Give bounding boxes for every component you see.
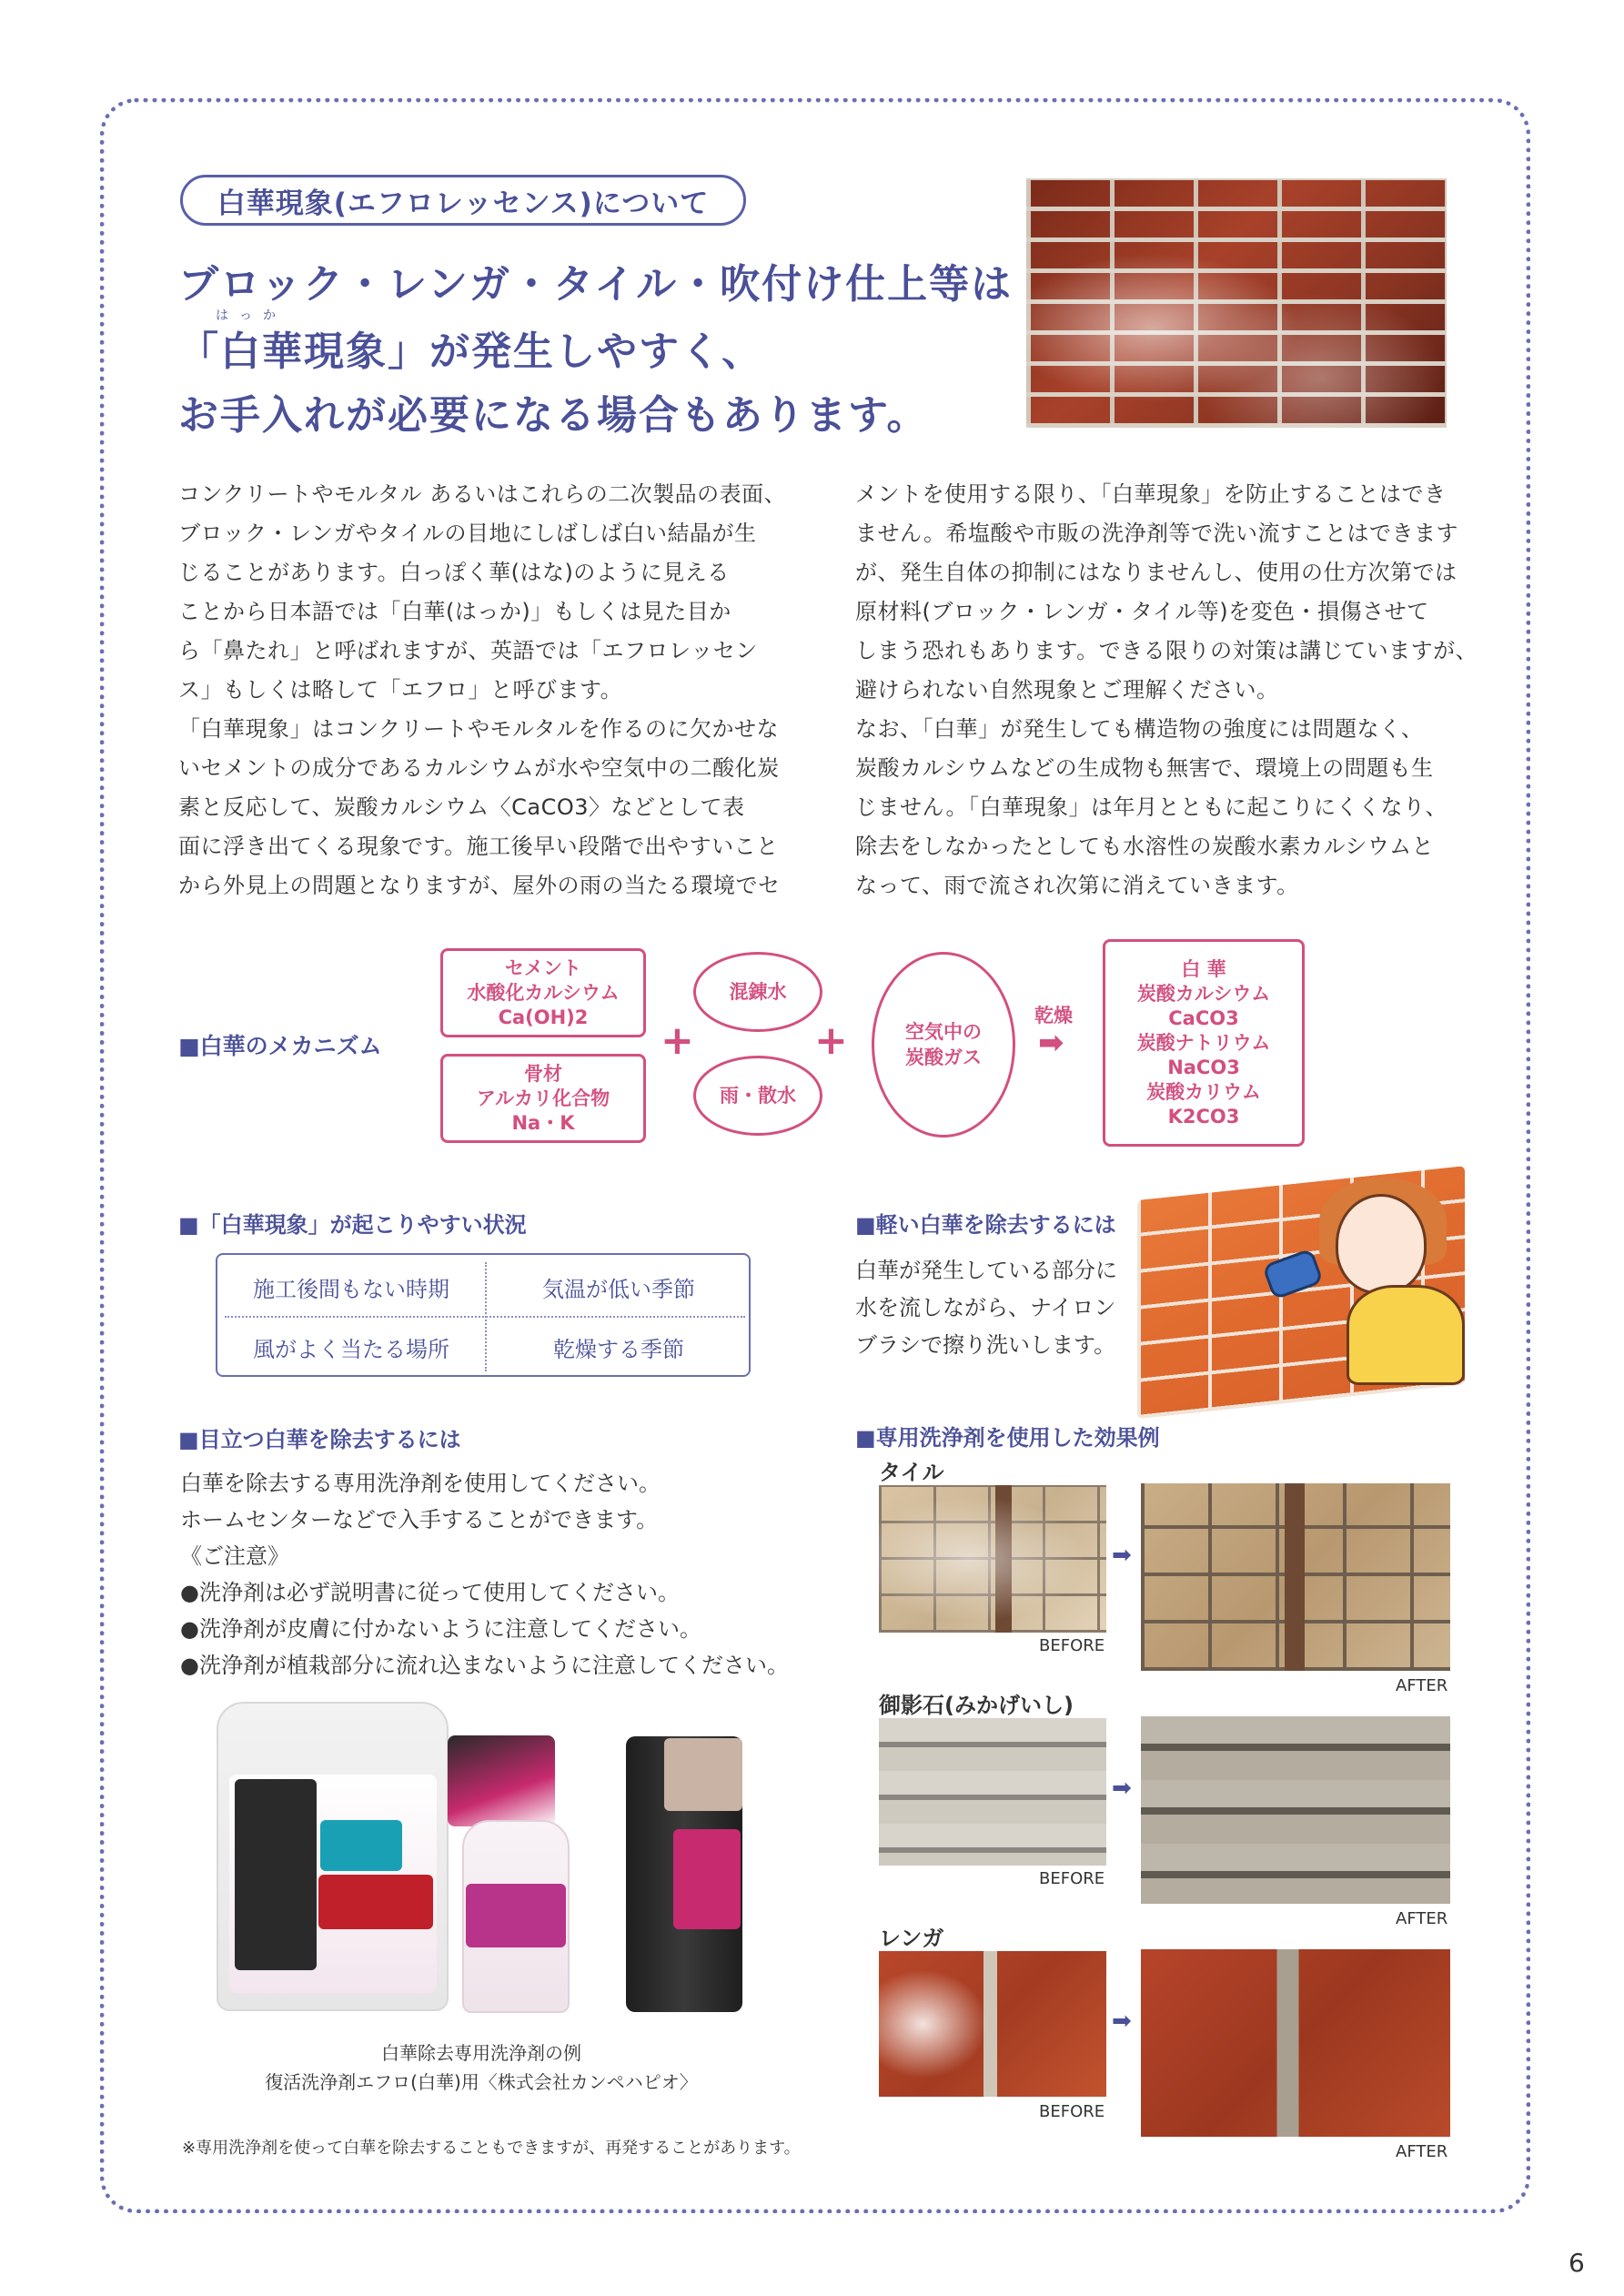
mixing-water-label: 混錬水 <box>729 981 787 1003</box>
result-formula: NaCO3 <box>1167 1056 1240 1078</box>
footnote: ※専用洗浄剤を使って白華を除去することもできますが、再発することがあります。 <box>182 2139 801 2158</box>
example-label-tile: タイル <box>879 1460 944 1485</box>
body-right-line: 避けられない自然現象とご理解ください。 <box>855 677 1279 703</box>
result-title: 白 華 <box>1181 957 1226 980</box>
cement-box <box>440 948 646 1037</box>
light-removal-line: 水を流しながら、ナイロン <box>855 1295 1116 1320</box>
light-removal-line: ブラシで擦り洗いします。 <box>855 1332 1116 1358</box>
cement-formula: Ca(OH)2 <box>498 1006 589 1028</box>
air-label-line: 炭酸ガス <box>905 1047 982 1068</box>
aggregate-box <box>440 1054 646 1143</box>
cleaner-bottle-label <box>318 1875 433 1929</box>
body-right-line: なお、「白華」が発生しても構造物の強度には問題なく、 <box>855 716 1424 742</box>
example-label-brick: レンガ <box>879 1926 944 1951</box>
tile-before-label: BEFORE <box>1039 1636 1105 1655</box>
headline-line-1: ブロック・レンガ・タイル・吹付け仕上等は <box>178 261 1014 308</box>
light-removal-line: 白華が発生している部分に <box>855 1258 1117 1283</box>
section-tag: 白華現象(エフロレッセンス)について <box>180 175 746 226</box>
condition-cell: 気温が低い季節 <box>542 1276 695 1302</box>
heavy-removal-line: ●洗浄剤が皮膚に付かないように注意してください。 <box>180 1616 701 1642</box>
granite-after-photo <box>1141 1716 1450 1904</box>
cement-title: セメント <box>505 956 581 979</box>
body-left-column <box>178 475 786 905</box>
headline-ruby: はっか <box>216 308 287 323</box>
aerosol-can-label <box>664 1738 742 1811</box>
body-right-line: ません。希塩酸や市販の洗浄剤等で洗い流すことはできます <box>855 521 1458 546</box>
heavy-removal-line: ●洗浄剤は必ず説明書に従って使用してください。 <box>180 1580 680 1605</box>
examples-heading: ■専用洗浄剤を使用した効果例 <box>855 1425 1160 1451</box>
body-right-line: 原材料(ブロック・レンガ・タイル等)を変色・損傷させて <box>855 599 1429 624</box>
body-right-line: しまう恐れもあります。できる限りの対策は講じていますが、 <box>855 638 1478 663</box>
result-compound: 炭酸ナトリウム <box>1136 1031 1271 1054</box>
rain-label: 雨・散水 <box>720 1085 796 1107</box>
product-caption-line-2: 復活洗浄剤エフロ(白華)用〈株式会社カンペハピオ〉 <box>265 2071 698 2093</box>
rain-circle <box>693 1056 822 1136</box>
brick-before-photo <box>879 1951 1106 2097</box>
woman-body-illustration <box>1347 1285 1465 1385</box>
conditions-heading: ■「白華現象」が起こりやすい状況 <box>178 1212 527 1238</box>
body-right-line: じません。「白華現象」は年月とともに起こりにくくなり、 <box>855 794 1447 820</box>
body-left-line: ことから日本語では「白華(はっか)」もしくは見た目か <box>178 599 731 624</box>
light-removal-heading: ■軽い白華を除去するには <box>855 1212 1116 1238</box>
efflorescence-brick-photo <box>1026 178 1447 428</box>
plus-sign: + <box>661 1017 694 1064</box>
mixing-water-circle <box>693 952 822 1032</box>
body-right-line: メントを使用する限り、「白華現象」を防止することはでき <box>855 481 1447 507</box>
spray-bottle-label <box>466 1884 566 1947</box>
cleaner-bottle-label <box>235 1779 317 1970</box>
body-right-line: なって、雨で流され次第に消えていきます。 <box>855 873 1299 898</box>
body-right-column <box>855 475 1478 905</box>
example-label-granite: 御影石(みかげいし) <box>879 1693 1074 1718</box>
body-left-line: 「白華現象」はコンクリートやモルタルを作るのに欠かせな <box>178 716 780 742</box>
body-left-line: 素と反応して、炭酸カルシウム〈CaCO3〉などとして表 <box>178 794 745 820</box>
carbon-dioxide-circle <box>872 952 1015 1138</box>
body-right-line: 炭酸カルシウムなどの生成物も無害で、環境上の問題も生 <box>855 755 1434 781</box>
body-left-line: じることがあります。白っぽく華(はな)のように見える <box>178 560 730 585</box>
heavy-removal-text <box>180 1465 789 1684</box>
brick-before-label: BEFORE <box>1039 2102 1105 2121</box>
body-left-line: ス」もしくは略して「エフロ」と呼びます。 <box>178 677 623 703</box>
conditions-table <box>216 1253 751 1377</box>
heavy-removal-heading: ■目立つ白華を除去するには <box>178 1427 461 1452</box>
arrow-icon: ➡ <box>1112 2008 1132 2035</box>
body-right-line: が、発生自体の抑制にはなりませんし、使用の仕方次第では <box>855 560 1458 585</box>
table-divider <box>225 1316 745 1318</box>
aggregate-formula: Na・K <box>511 1111 575 1134</box>
tile-after-photo <box>1141 1483 1450 1671</box>
efflorescence-result-box <box>1103 939 1305 1147</box>
heavy-removal-line: ●洗浄剤が植栽部分に流れ込まないように注意してください。 <box>180 1653 789 1678</box>
granite-before-photo <box>879 1718 1106 1866</box>
arrow-icon: ➡ <box>1038 1025 1064 1061</box>
cleaner-bottle-label <box>320 1820 402 1871</box>
result-compound: 炭酸カルシウム <box>1136 982 1271 1005</box>
headline-line-2: 「白華現象」が発生しやすく、 <box>178 329 764 375</box>
body-left-line: いセメントの成分であるカルシウムが水や空気中の二酸化炭 <box>178 755 780 781</box>
condition-cell: 風がよく当たる場所 <box>253 1336 449 1362</box>
cement-compound: 水酸化カルシウム <box>467 981 620 1004</box>
body-left-line: 面に浮き出てくる現象です。施工後早い段階で出やすいこと <box>178 834 779 859</box>
heavy-removal-line: 白華を除去する専用洗浄剤を使用してください。 <box>180 1471 661 1496</box>
aggregate-compound: アルカリ化合物 <box>476 1087 610 1109</box>
tile-joint <box>995 1485 1012 1633</box>
heavy-removal-line: 《ご注意》 <box>180 1543 289 1569</box>
result-formula: CaCO3 <box>1168 1006 1239 1029</box>
result-compound: 炭酸カリウム <box>1146 1080 1261 1103</box>
body-left-line: ら「鼻たれ」と呼ばれますが、英語では「エフロレッセン <box>178 638 758 663</box>
result-formula: K2CO3 <box>1167 1105 1240 1128</box>
heavy-removal-line: ホームセンターなどで入手することができます。 <box>180 1507 659 1532</box>
tile-after-label: AFTER <box>1396 1676 1448 1695</box>
body-left-line: ブロック・レンガやタイルの目地にしばしば白い結晶が生 <box>178 521 757 546</box>
plus-sign: + <box>814 1017 848 1064</box>
headline-line-3: お手入れが必要になる場合もあります。 <box>178 392 929 439</box>
tile-joint <box>1285 1483 1305 1671</box>
body-right-line: 除去をしなかったとしても水溶性の炭酸水素カルシウムと <box>855 834 1435 859</box>
page-number: 6 <box>1569 2248 1585 2278</box>
condition-cell: 乾燥する季節 <box>553 1336 684 1362</box>
brick-after-photo <box>1141 1949 1450 2137</box>
granite-before-label: BEFORE <box>1039 1869 1105 1888</box>
brick-after-label: AFTER <box>1396 2142 1448 2161</box>
dry-label: 乾燥 <box>1034 1005 1073 1027</box>
air-label-line: 空気中の <box>905 1021 982 1043</box>
arrow-icon: ➡ <box>1112 1775 1132 1802</box>
spray-bottle-header <box>448 1735 555 1826</box>
mechanism-label: ■白華のメカニズム <box>178 1033 382 1059</box>
granite-after-label: AFTER <box>1396 1909 1448 1928</box>
tile-before-photo <box>879 1485 1106 1633</box>
woman-face-illustration <box>1336 1194 1427 1294</box>
body-left-line: コンクリートやモルタル あるいはこれらの二次製品の表面、 <box>178 481 787 507</box>
arrow-icon: ➡ <box>1112 1542 1132 1569</box>
light-removal-text <box>855 1252 1117 1364</box>
product-caption-line-1: 白華除去専用洗浄剤の例 <box>381 2042 581 2064</box>
aerosol-can-label <box>673 1829 741 1929</box>
aggregate-title: 骨材 <box>524 1062 562 1085</box>
body-left-line: から外見上の問題となりますが、屋外の雨の当たる環境でセ <box>178 873 781 898</box>
condition-cell: 施工後間もない時期 <box>253 1276 449 1302</box>
